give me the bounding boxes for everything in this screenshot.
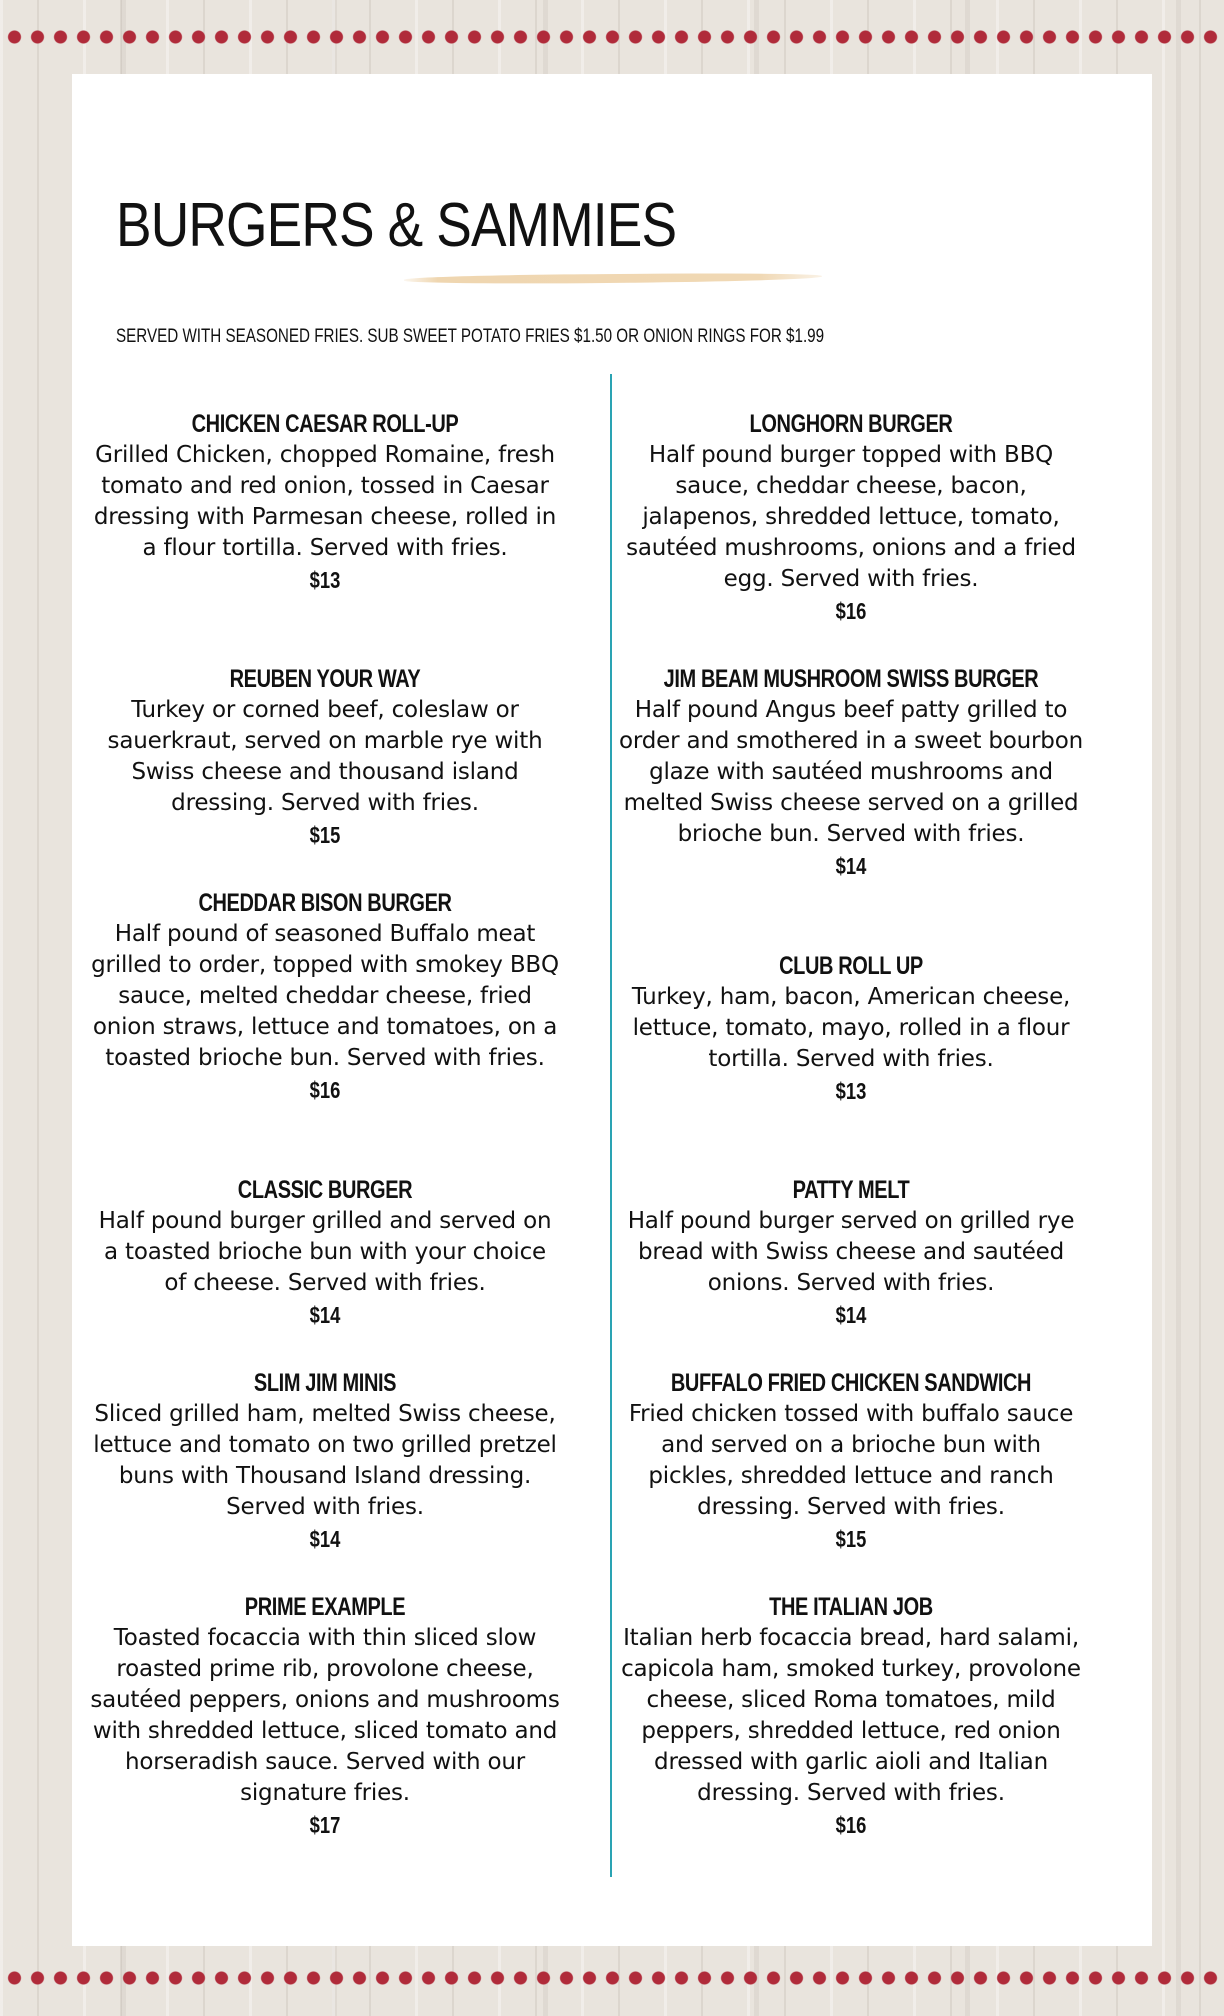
menu-page — [72, 74, 1152, 1946]
item-description: Toasted focaccia with thin sliced slow roasted prime rib, provolone cheese, sautéed peppers, onions and mushrooms with shredded lettuce, sliced tomato and horseradish sauce. Served with our signature fries. — [90, 1625, 560, 1806]
menu-item-longhorn-burger — [616, 408, 1086, 627]
menu-item-club-roll-up — [616, 950, 1086, 1107]
item-name: LONGHORN BURGER — [749, 410, 953, 438]
item-description: Half pound of seasoned Buffalo meat grilled to order, topped with smokey BBQ sauce, melted cheddar cheese, fried onion straws, lettuce and tomatoes, on a toasted brioche bun. Served with fries. — [91, 921, 559, 1071]
column-divider — [610, 374, 612, 1877]
item-name: CHICKEN CAESAR ROLL-UP — [191, 410, 459, 438]
item-price: $15 — [835, 1526, 867, 1552]
menu-item-buffalo-fried-chicken-sandwich — [616, 1367, 1086, 1555]
item-description: Half pound Angus beef patty grilled to order and smothered in a sweet bourbon glaze with sautéed mushrooms and melted Swiss cheese served on a grilled brioche bun. Served with fries. — [619, 697, 1083, 847]
item-name: REUBEN YOUR WAY — [229, 665, 421, 693]
item-price: $14 — [309, 1302, 341, 1328]
item-description: Sliced grilled ham, melted Swiss cheese, lettuce and tomato on two grilled pretzel buns with Thousand Island dressing. Served with fries. — [93, 1401, 557, 1520]
item-name: JIM BEAM MUSHROOM SWISS BURGER — [663, 665, 1039, 693]
menu-item-chicken-caesar-roll-up — [90, 408, 560, 596]
item-price: $14 — [835, 1302, 867, 1328]
item-description: Fried chicken tossed with buffalo sauce and served on a brioche bun with pickles, shredded lettuce and ranch dressing. Served with fries. — [628, 1401, 1074, 1520]
item-name: SLIM JIM MINIS — [253, 1369, 397, 1397]
top-dot-border — [0, 29, 1224, 45]
item-price: $16 — [835, 598, 867, 624]
menu-item-reuben-your-way — [90, 663, 560, 851]
item-description: Turkey, ham, bacon, American cheese, lettuce, tomato, mayo, rolled in a flour tortilla. Served with fries. — [631, 984, 1071, 1072]
menu-item-prime-example — [90, 1591, 560, 1841]
menu-subtitle: SERVED WITH SEASONED FRIES. SUB SWEET POTATO FRIES $1.50 OR ONION RINGS FOR $1.99 — [116, 326, 825, 347]
item-price: $17 — [309, 1812, 341, 1838]
item-name: CHEDDAR BISON BURGER — [198, 889, 452, 917]
item-name: PATTY MELT — [792, 1176, 910, 1204]
menu-item-the-italian-job — [616, 1591, 1086, 1841]
item-name: PRIME EXAMPLE — [244, 1593, 406, 1621]
item-price: $16 — [835, 1812, 867, 1838]
bottom-dot-border — [0, 1970, 1224, 1986]
item-description: Italian herb focaccia bread, hard salami, capicola ham, smoked turkey, provolone cheese, sliced Roma tomatoes, mild peppers, shredded lettuce, red onion dressed with garlic aioli and Italian dressing. Served with fries. — [621, 1625, 1081, 1806]
item-description: Grilled Chicken, chopped Romaine, fresh tomato and red onion, tossed in Caesar dressing with Parmesan cheese, rolled in a flour tortilla. Served with fries. — [93, 442, 557, 561]
item-description: Half pound burger topped with BBQ sauce, cheddar cheese, bacon, jalapenos, shredded lettuce, tomato, sautéed mushrooms, onions and a fried egg. Served with fries. — [626, 442, 1076, 592]
item-name: THE ITALIAN JOB — [769, 1593, 933, 1621]
menu-item-slim-jim-minis — [90, 1367, 560, 1555]
item-name: CLUB ROLL UP — [779, 952, 923, 980]
menu-title: BURGERS & SAMMIES — [116, 191, 677, 260]
menu-item-jim-beam-mushroom-swiss-burger — [616, 663, 1086, 882]
item-price: $14 — [835, 853, 867, 879]
menu-item-classic-burger — [90, 1174, 560, 1331]
title-brush-underline — [404, 273, 822, 285]
item-description: Turkey or corned beef, coleslaw or sauerkraut, served on marble rye with Swiss cheese and thousand island dressing. Served with fries. — [107, 697, 543, 816]
item-name: BUFFALO FRIED CHICKEN SANDWICH — [670, 1369, 1032, 1397]
item-price: $14 — [309, 1526, 341, 1552]
menu-item-cheddar-bison-burger — [90, 887, 560, 1106]
item-description: Half pound burger grilled and served on a toasted brioche bun with your choice of cheese. Served with fries. — [98, 1208, 552, 1296]
menu-item-patty-melt — [616, 1174, 1086, 1331]
item-name: CLASSIC BURGER — [237, 1176, 413, 1204]
item-price: $13 — [309, 567, 341, 593]
item-description: Half pound burger served on grilled rye bread with Swiss cheese and sautéed onions. Served with fries. — [627, 1208, 1075, 1296]
item-price: $15 — [309, 822, 341, 848]
item-price: $16 — [309, 1077, 341, 1103]
item-price: $13 — [835, 1078, 867, 1104]
